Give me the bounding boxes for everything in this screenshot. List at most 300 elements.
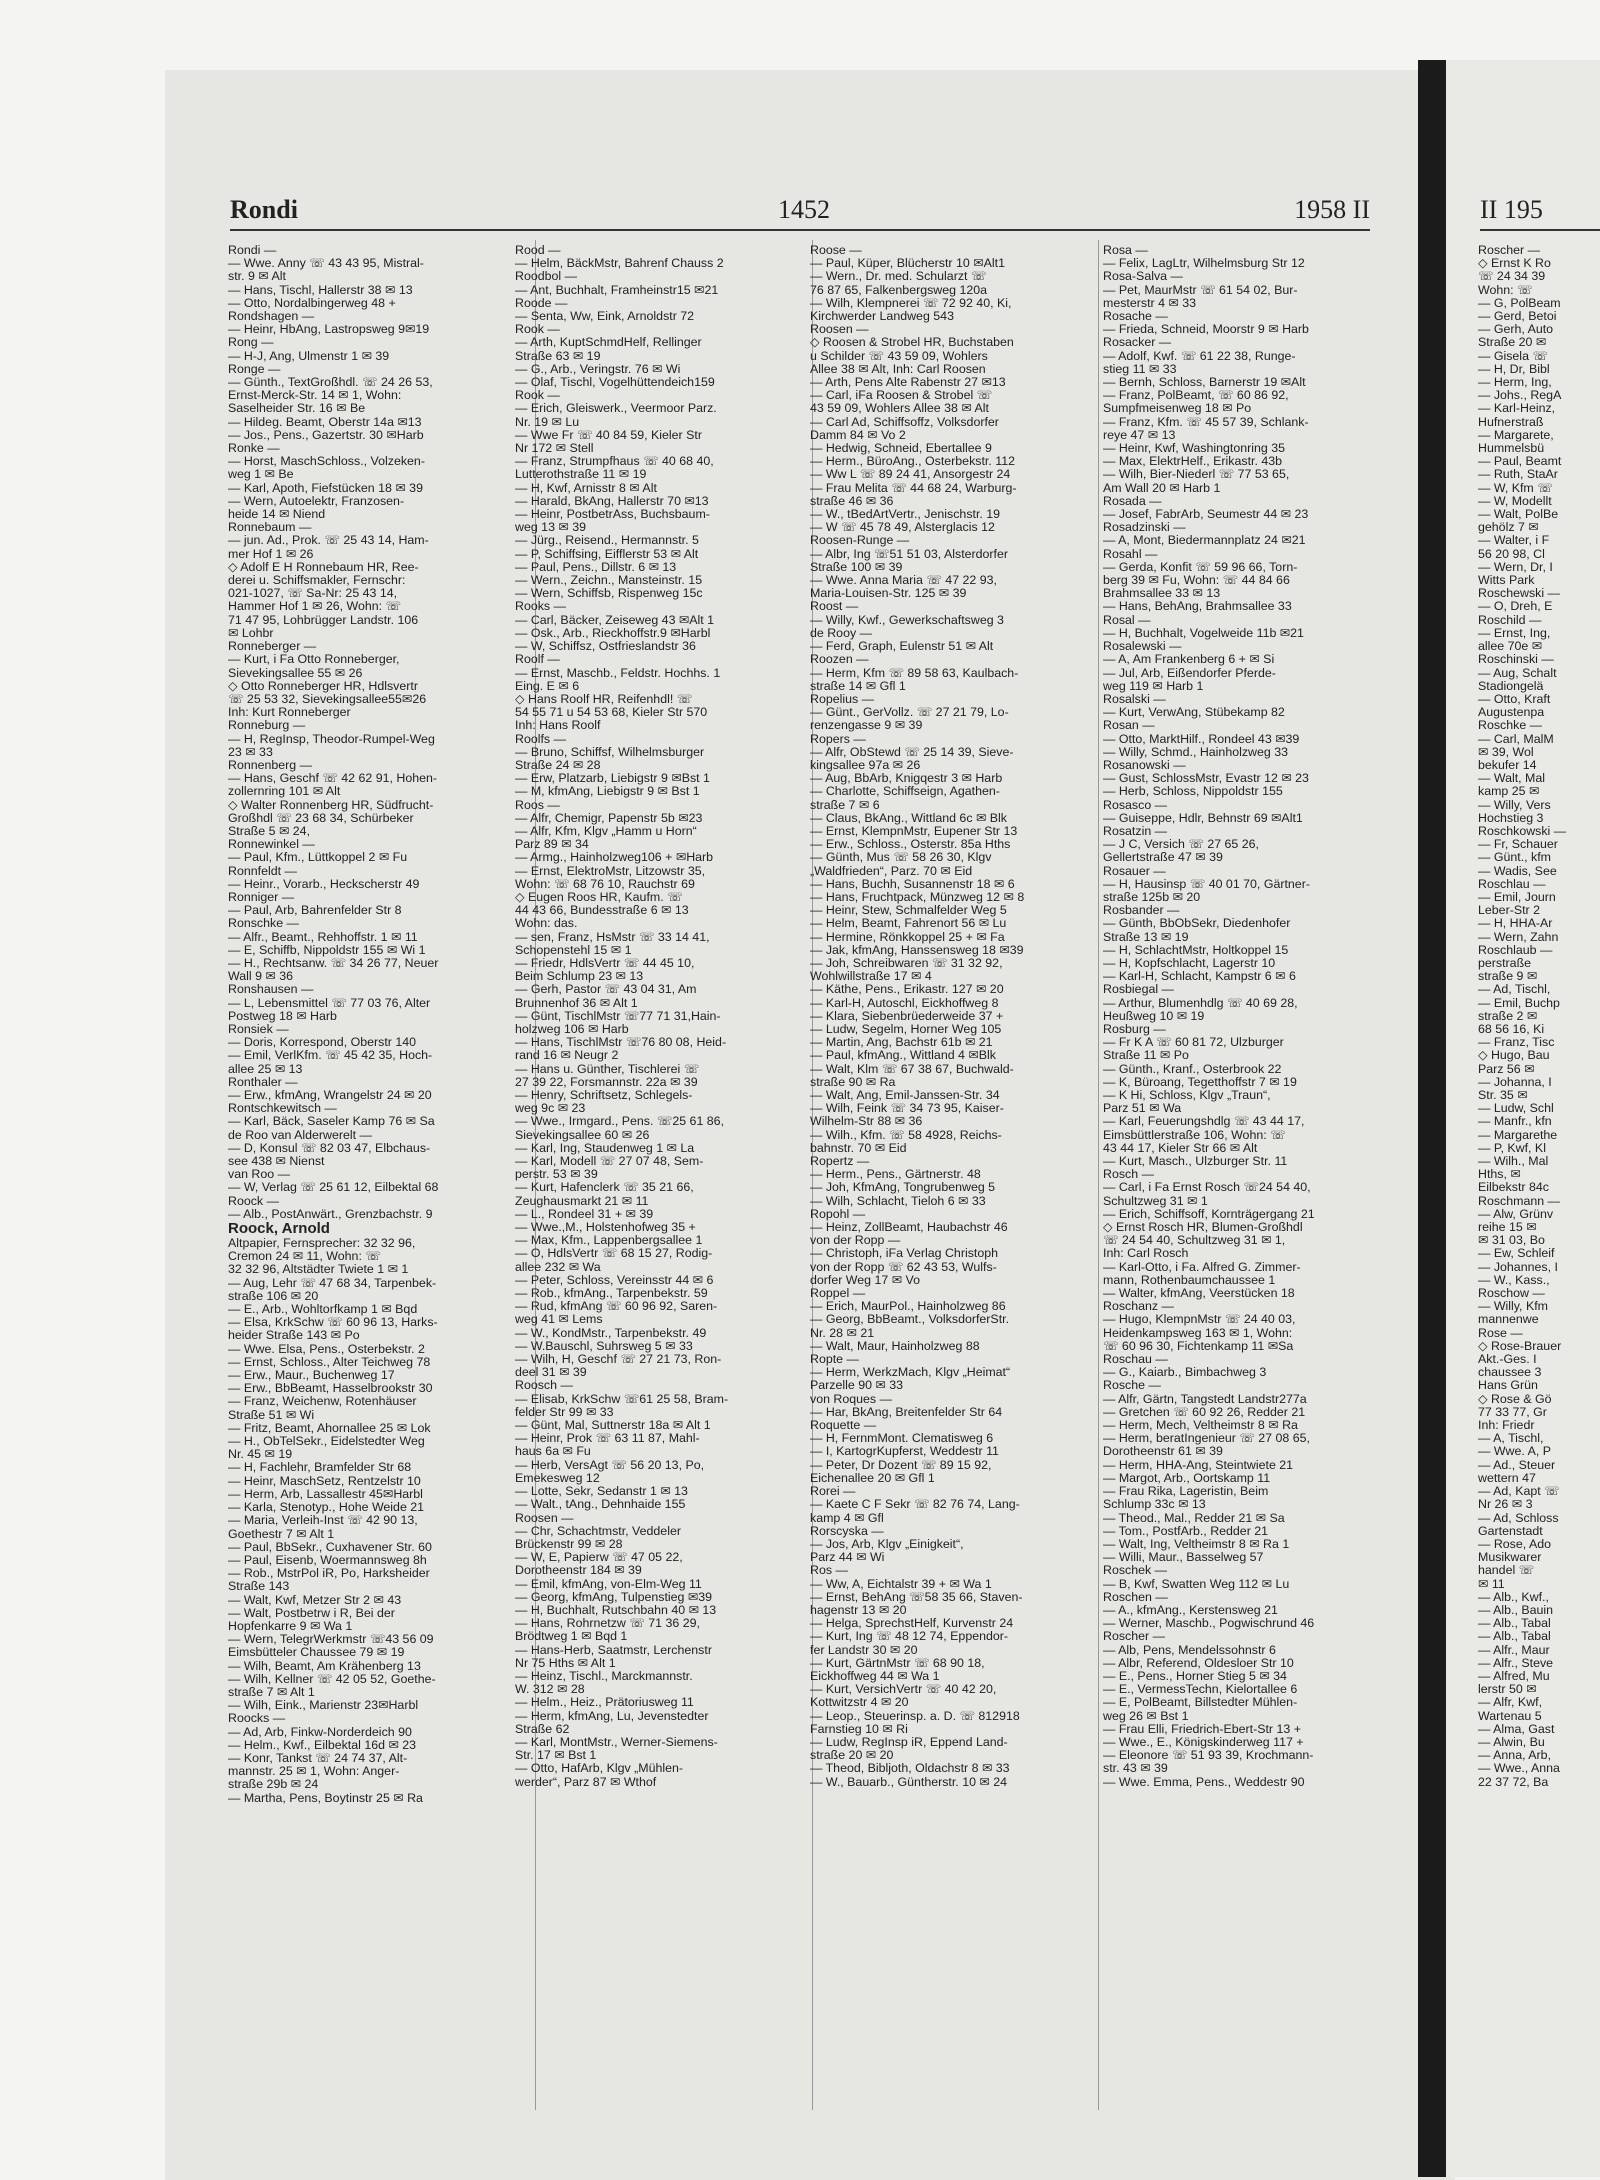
directory-entry-line: Dorotheenstr 61 ✉ 39 [1103, 1445, 1223, 1459]
directory-entry-line: — Kurt, i Fa Otto Ronneberger, [228, 653, 400, 667]
directory-entry-line: Allee 38 ✉ Alt, Inh: Carl Roosen [810, 362, 986, 376]
directory-entry-line: — Alb., Tabal [1478, 1630, 1551, 1644]
directory-entry-line: Rosadzinski — [1103, 521, 1186, 535]
directory-entry-line: — Wilh, Bier-Niederl ☏ 77 53 65, [1103, 468, 1290, 482]
directory-entry-line: — K, Büroang, Tegetthoffstr 7 ✉ 19 [1103, 1075, 1297, 1089]
directory-entry-line: — Karl, Feuerungshdlg ☏ 43 44 17, [1103, 1115, 1305, 1129]
directory-entry-line: — Jul, Arb, Eißendorfer Pferde- [1103, 666, 1276, 680]
directory-entry-line: — L., Rondeel 31 + ✉ 39 [515, 1207, 654, 1221]
directory-entry-line: Roost — [810, 600, 859, 614]
directory-entry-line: straße 46 ✉ 36 [810, 494, 894, 508]
directory-entry-line: kamp 4 ✉ Gfl [810, 1511, 884, 1525]
directory-entry-line: — Kurt, Masch., Ulzburger Str. 11 [1103, 1155, 1288, 1169]
directory-entry-line: — Maria, Verleih-Inst ☏ 42 90 13, [228, 1514, 418, 1528]
directory-entry-line: — Harald, BkAng, Hallerstr 70 ✉13 [515, 494, 709, 508]
directory-entry-line: — Wern., Dr. med. Schularzt ☏ [810, 270, 987, 284]
facing-page-header: II 195 [1480, 195, 1600, 231]
directory-entry-line: zollernring 101 ✉ Alt [228, 785, 341, 799]
directory-entry-line: ◇ Ernst Rosch HR, Blumen-Großhdl [1103, 1221, 1303, 1235]
directory-entry-line: Sievekingsallee 55 ✉ 26 [228, 666, 363, 680]
directory-entry-line: Brunnenhof 36 ✉ Alt 1 [515, 996, 638, 1010]
directory-entry-line: Eilbekstr 84c [1478, 1181, 1549, 1195]
directory-entry-line: 021-1027, ☏ Sa-Nr: 25 43 14, [228, 587, 398, 601]
directory-entry-line: — Heinr, MaschSetz, Rentzelstr 10 [228, 1474, 421, 1488]
directory-entry-line: weg 9c ✉ 23 [515, 1102, 586, 1116]
directory-entry-line: — Wilh, Kellner ☏ 42 05 52, Goethe- [228, 1672, 436, 1686]
directory-entry-line: 76 87 65, Falkenbergsweg 120a [810, 283, 988, 297]
directory-entry-line: Roschek — [1103, 1564, 1168, 1578]
directory-entry-line: straße 7 ✉ 6 [810, 798, 880, 812]
directory-entry-line: — Willi, Maur., Basselweg 57 [1103, 1551, 1264, 1565]
directory-entry-line: Ropohl — [810, 1207, 866, 1221]
directory-entry-line: — Hans, BehAng, Brahmsallee 33 [1103, 600, 1292, 614]
directory-entry-line: — Theod., Mal., Redder 21 ✉ Sa [1103, 1511, 1285, 1525]
directory-entry-line: — O, Dreh, E [1478, 600, 1553, 614]
directory-entry-line: straße 106 ✉ 20 [228, 1289, 319, 1303]
directory-entry-line: — Wwe.,M., Holstenhofweg 35 + [515, 1221, 696, 1235]
directory-entry-line: von Roques — [810, 1392, 892, 1406]
directory-entry-line: Schultzweg 31 ✉ 1 [1103, 1194, 1208, 1208]
directory-entry-line: — H, RegInsp, Theodor-Rumpel-Weg [228, 732, 435, 746]
directory-entry-line: Rorei — [810, 1485, 856, 1499]
directory-entry-line: Roschkowski — [1478, 824, 1567, 838]
directory-entry-line: Roscher — [1478, 244, 1540, 257]
directory-entry-line: chaussee 3 [1478, 1366, 1542, 1380]
directory-entry-line: — Hans u. Günther, Tischlerei ☏ [515, 1062, 700, 1076]
directory-entry-line: Altpapier, Fernsprecher: 32 32 96, [228, 1237, 416, 1251]
directory-entry-line: — Helm, BäckMstr, Bahrenf Chauss 2 [515, 257, 724, 271]
directory-entry-line: 27 39 22, Forsmannstr. 22a ✉ 39 [515, 1075, 698, 1089]
directory-entry-line: Ronniger — [228, 890, 295, 904]
directory-entry-line: — Ruth, StaAr [1478, 468, 1558, 482]
directory-entry-line: Roschlau — [1478, 877, 1546, 891]
directory-entry-line: — Günth., TextGroßhdl. ☏ 24 26 53, [228, 376, 433, 390]
directory-entry-line: — Wwe., Anna [1478, 1762, 1560, 1776]
directory-entry-line: Rosada — [1103, 494, 1162, 508]
directory-entry-line: Damm 84 ✉ Vo 2 [810, 428, 906, 442]
directory-entry-line: Leber-Str 2 [1478, 904, 1540, 918]
directory-entry-line: — Friedr, HdlsVertr ☏ 44 45 10, [515, 956, 695, 970]
directory-entry-line: — Aug, BbArb, Knigqestr 3 ✉ Harb [810, 772, 1003, 786]
directory-entry-line: Großhdl ☏ 23 68 34, Schürbeker [228, 811, 414, 825]
directory-entry-line: straße 125b ✉ 20 [1103, 890, 1201, 904]
directory-entry-line: Straße 20 ✉ [1478, 336, 1547, 350]
directory-entry-line: — Klara, Siebenbrüederweide 37 + [810, 1009, 1004, 1023]
directory-entry-line: — P, Kwf, Kl [1478, 1141, 1546, 1155]
directory-entry-line: haus 6a ✉ Fu [515, 1445, 591, 1459]
directory-entry-line: — Alb., Kwf., [1478, 1590, 1549, 1604]
directory-entry-line: Hummelsbü [1478, 442, 1545, 456]
directory-entry-line: — Walt., tAng., Dehnhaide 155 [515, 1498, 686, 1512]
directory-entry-line: — Wern, Dr, I [1478, 560, 1553, 574]
directory-entry-line: — Henry, Schriftsetz, Schlegels- [515, 1089, 693, 1102]
directory-entry-line: — G., Arb., Veringstr. 76 ✉ Wi [515, 362, 681, 376]
directory-entry-line: — Johannes, I [1478, 1260, 1558, 1274]
directory-entry-line: straße 2 ✉ [1478, 1009, 1538, 1023]
directory-entry-line: — Willy, Kwf., Gewerkschaftsweg 3 [810, 613, 1004, 627]
directory-entry-line: — Wwe. Elsa, Pens., Osterbekstr. 2 [228, 1342, 425, 1356]
directory-entry-line: — Wilh, H, Geschf ☏ 27 21 73, Ron- [515, 1353, 722, 1367]
directory-entry-line: — Ww, A, Eichtalstr 39 + ✉ Wa 1 [810, 1577, 992, 1591]
directory-entry-line: „Waldfrieden“, Parz. 70 ✉ Eid [810, 864, 973, 878]
directory-entry-line: 44 43 66, Bundesstraße 6 ✉ 13 [515, 904, 689, 918]
directory-entry-line: allee 232 ✉ Wa [515, 1260, 601, 1274]
directory-entry-line: Zeughausmarkt 21 ✉ 11 [515, 1194, 649, 1208]
directory-entry-line: — H, Buchhalt, Rutschbahn 40 ✉ 13 [515, 1603, 717, 1617]
directory-entry-line: — Frau Rika, Lageristin, Beim [1103, 1485, 1269, 1499]
directory-entry-line: Parzelle 90 ✉ 33 [810, 1379, 904, 1393]
header-keyword: Rondi [230, 195, 298, 224]
directory-entry-line: — Alfr., Beamt., Rehhoffstr. 1 ✉ 11 [228, 930, 418, 944]
directory-entry-line: derei u. Schiffsmakler, Fernschr: [228, 574, 406, 588]
directory-entry-line: — Ew, Schleif [1478, 1247, 1555, 1261]
directory-entry-line: Straße 13 ✉ 19 [1103, 930, 1189, 944]
directory-entry-line: — D, Konsul ☏ 82 03 47, Elbchaus- [228, 1141, 431, 1155]
directory-entry-line: — Walt, Klm ☏ 67 38 67, Buchwald- [810, 1062, 1014, 1076]
directory-entry-line: — Karl, MontMstr., Werner-Siemens- [515, 1735, 718, 1749]
directory-entry-line: — Werner, Maschb., Pogwischrund 46 [1103, 1617, 1315, 1631]
directory-entry-line: — Leop., Steuerinsp. a. D. ☏ 812918 [810, 1709, 1020, 1723]
directory-entry-line: — Helga, SprechstHelf, Kurvenstr 24 [810, 1617, 1014, 1631]
directory-entry-line: ☏ 60 96 30, Fichtenkamp 11 ✉Sa [1103, 1339, 1294, 1353]
directory-entry-line: Eimsbüttlerstraße 106, Wohn: ☏ [1103, 1128, 1286, 1142]
directory-entry-line: — Josef, FabrArb, Seumestr 44 ✉ 23 [1103, 508, 1309, 522]
directory-entry-line: — E, Schiffb, Nippoldstr 155 ✉ Wi 1 [228, 943, 426, 957]
directory-entry-line: Farnstieg 10 ✉ Ri [810, 1722, 908, 1736]
directory-entry-line: — Frau Elli, Friedrich-Ebert-Str 13 + [1103, 1722, 1301, 1736]
directory-entry-line: — Arth, Pens Alte Rabenstr 27 ✉13 [810, 376, 1006, 390]
directory-entry-line: Dorotheenstr 184 ✉ 39 [515, 1564, 642, 1578]
directory-entry-line: Rorscyska — [810, 1524, 884, 1538]
directory-entry-line: straße 29b ✉ 24 [228, 1778, 319, 1792]
directory-entry-line: Rosasco — [1103, 798, 1168, 812]
directory-entry-line: — B, Kwf, Swatten Weg 112 ✉ Lu [1103, 1577, 1290, 1591]
directory-entry-line: fer Landstr 30 ✉ 20 [810, 1643, 918, 1657]
directory-entry-line: Inh: Hans Roolf [515, 719, 601, 733]
directory-entry-line: Am Wall 20 ✉ Harb 1 [1103, 481, 1221, 495]
directory-entry-line: — Heinr, PostbetrAss, Buchsbaum- [515, 508, 710, 522]
directory-entry-line: ◇ Walter Ronnenberg HR, Südfrucht- [228, 798, 434, 812]
directory-entry-line: — Günt, Mal, Suttnerstr 18a ✉ Alt 1 [515, 1419, 711, 1433]
directory-entry-line: — W, Schiffsz, Ostfrieslandstr 36 [515, 640, 696, 654]
directory-column-1 [228, 244, 516, 1805]
directory-entry-line: 32 32 96, Altstädter Twiete 1 ✉ 1 [228, 1263, 409, 1277]
directory-entry-line: straße 9 ✉ [1478, 970, 1538, 984]
directory-entry-line: — Wern, Autoelektr, Franzosen- [228, 494, 405, 508]
directory-entry-line: kamp 25 ✉ [1478, 785, 1540, 799]
directory-entry-line: — Herm, beratIngenieur ☏ 27 08 65, [1103, 1432, 1310, 1446]
directory-entry-line: — Karl-Heinz, [1478, 402, 1556, 416]
directory-entry-line: Roosen — [810, 323, 869, 337]
directory-entry-line: — Peter, Schloss, Vereinsstr 44 ✉ 6 [515, 1273, 714, 1287]
directory-entry-line: — Margarete, [1478, 428, 1554, 442]
directory-entry-line: Roscher — [1103, 1630, 1165, 1644]
directory-entry-line: — H, Hausinsp ☏ 40 01 70, Gärtner- [1103, 877, 1310, 891]
directory-entry-line: Wohlwillstraße 17 ✉ 4 [810, 970, 932, 984]
directory-entry-line: — Erw., BbBeamt, Hasselbrookstr 30 [228, 1382, 433, 1396]
directory-entry-line: werder“, Parz 87 ✉ Wthof [515, 1775, 657, 1789]
directory-entry-line: — Carl, i Fa Ernst Rosch ☏24 54 40, [1103, 1181, 1311, 1195]
directory-entry-line: — Albr, Referend, Oldesloer Str 10 [1103, 1656, 1294, 1670]
directory-entry-line: Wohn: ☏ 68 76 10, Rauchstr 69 [515, 877, 695, 891]
directory-entry-line: — Karl, Bäck, Saseler Kamp 76 ✉ Sa [228, 1115, 435, 1129]
directory-entry-line: Saselheider Str. 16 ✉ Be [228, 402, 366, 416]
directory-entry-line: — Karla, Stenotyp., Hohe Weide 21 [228, 1501, 425, 1515]
directory-entry-line: Roozen — [810, 653, 869, 667]
directory-column-2 [515, 244, 803, 1789]
directory-entry-line: — Jak, kfmAng, Hanssensweg 18 ✉39 [810, 943, 1024, 957]
directory-entry-line: — Karl-Otto, i Fa. Alfred G. Zimmer- [1103, 1260, 1301, 1274]
directory-entry-line: — Herm, HHA-Ang, Steintwiete 21 [1103, 1458, 1294, 1472]
directory-entry-line: — Hans, TischlMstr ☏76 80 08, Heid- [515, 1036, 727, 1050]
directory-entry-line: hagenstr 13 ✉ 20 [810, 1603, 907, 1617]
directory-column-4 [1103, 244, 1391, 1789]
directory-entry-line: — Wilh, Beamt, Am Krähenberg 13 [228, 1659, 421, 1673]
directory-entry-line: Ronge — [228, 362, 281, 376]
directory-entry-line: Roschewski — [1478, 587, 1560, 601]
directory-entry-line: — Kurt, GärtnMstr ☏ 68 90 18, [810, 1656, 985, 1670]
directory-entry-line: Wartenau 5 [1478, 1709, 1542, 1723]
directory-entry-line: Ronneburg — [228, 719, 306, 733]
directory-entry-line: — Anna, Arb, [1478, 1749, 1552, 1763]
directory-entry-line: Ronschke — [228, 917, 299, 931]
directory-entry-line: — Har, BkAng, Breitenfelder Str 64 [810, 1405, 1003, 1419]
directory-entry-line: — Hans, Geschf ☏ 42 62 91, Hohen- [228, 772, 438, 786]
directory-entry-line: — Jürg., Reisend., Hermannstr. 5 [515, 534, 699, 548]
column-rule [1098, 240, 1099, 2110]
directory-entry-line: — Erw, Platzarb, Liebigstr 9 ✉Bst 1 [515, 772, 710, 786]
directory-entry-line: Ronnewinkel — [228, 838, 315, 852]
directory-entry-line: Nr. 19 ✉ Lu [515, 415, 580, 429]
directory-entry-line: — Günth, BbObSekr, Diedenhofer [1103, 917, 1291, 931]
directory-entry-line: straße 14 ✉ Gfl 1 [810, 679, 906, 693]
directory-entry-line: Parz 89 ✉ 34 [515, 838, 589, 852]
directory-entry-line: — Chr, Schachtmstr, Veddeler [515, 1524, 681, 1538]
directory-entry-line: — H, SchlachtMstr, Holtkoppel 15 [1103, 943, 1289, 957]
directory-entry-line: — Ad, Kapt ☏ [1478, 1485, 1560, 1499]
directory-entry-line: Rosache — [1103, 310, 1168, 324]
directory-entry-line: — Margarethe [1478, 1128, 1558, 1142]
directory-entry-line: — Carl Ad, Schiffsoffz, Volksdorfer [810, 415, 999, 429]
directory-entry-line: ☏ 24 34 39 [1478, 270, 1546, 284]
directory-entry-line: — Günt., GerVollz. ☏ 27 21 79, Lo- [810, 706, 1009, 720]
directory-entry-line: Inh: Kurt Ronneberger [228, 706, 351, 720]
directory-entry-line: — Wwe., Irmgard., Pens. ☏25 61 86, [515, 1115, 725, 1129]
directory-entry-line: Rosanowski — [1103, 758, 1186, 772]
directory-entry-line: — Helm., Heiz., Prätoriusweg 11 [515, 1696, 694, 1710]
directory-entry-line: Rosacker — [1103, 336, 1172, 350]
directory-entry-line: — M, kfmAng, Liebigstr 9 ✉ Bst 1 [515, 785, 700, 799]
directory-entry-line: — Alma, Gast [1478, 1722, 1555, 1736]
directory-entry-line: Witts Park [1478, 574, 1535, 588]
directory-entry-line: weg 26 ✉ Bst 1 [1103, 1709, 1189, 1723]
directory-entry-line: — H, Kopfschlacht, Lagerstr 10 [1103, 956, 1276, 970]
directory-entry-line: Straße 11 ✉ Po [1103, 1049, 1189, 1063]
directory-entry-line: — Erw., kfmAng, Wrangelstr 24 ✉ 20 [228, 1089, 432, 1102]
directory-entry-line: — Charlotte, Schiffseign, Agathen- [810, 785, 1000, 799]
directory-entry-line: weg 1 ✉ Be [228, 468, 294, 482]
directory-entry-line: 43 44 17, Kieler Str 66 ✉ Alt [1103, 1141, 1258, 1155]
directory-entry-line: — Christoph, iFa Verlag Christoph [810, 1247, 999, 1261]
directory-entry-line: Lutterothstraße 11 ✉ 19 [515, 468, 647, 482]
directory-entry-line: — Helm., Kwf., Eilbektal 16d ✉ 23 [228, 1738, 417, 1752]
directory-entry-line: — Joh, Schreibwaren ☏ 31 32 92, [810, 956, 1003, 970]
directory-entry-line: — W., tBedArtVertr., Jenischstr. 19 [810, 508, 1001, 522]
directory-entry-line: 22 37 72, Ba [1478, 1775, 1549, 1789]
directory-entry-line: Roschmann — [1478, 1194, 1560, 1208]
directory-entry-line: — Ww L ☏ 89 24 41, Ansorgestr 24 [810, 468, 1011, 482]
directory-entry-line: Ronshausen — [228, 983, 314, 997]
directory-entry-line: — Franz, Weichenw, Rotenhäuser [228, 1395, 417, 1409]
directory-entry-line: — Osk., Arb., Rieckhoffstr.9 ✉Harbl [515, 626, 711, 640]
directory-entry-line: — Paul, BbSekr., Cuxhavener Str. 60 [228, 1540, 432, 1554]
directory-entry-line: straße 20 ✉ 20 [810, 1749, 894, 1763]
directory-entry-line: — Gerh, Pastor ☏ 43 04 31, Am [515, 983, 697, 997]
directory-entry-line: — Ernst, Schloss., Alter Teichweg 78 [228, 1355, 431, 1369]
directory-entry-line: — I, KartogrKupferst, Weddestr 11 [810, 1445, 999, 1459]
directory-entry-line: Roppel — [810, 1287, 866, 1301]
directory-entry-line: — Paul, Küper, Blücherstr 10 ✉Alt1 [810, 257, 1005, 271]
directory-entry-line: — Wern, TelegrWerkmstr ☏43 56 09 [228, 1633, 434, 1647]
directory-entry-line: — Hildeg. Beamt, Oberstr 14a ✉13 [228, 415, 422, 429]
directory-entry-line: — Otto, HafArb, Klgv „Mühlen- [515, 1762, 684, 1776]
directory-entry-line: — E., Arb., Wohltorfkamp 1 ✉ Bqd [228, 1303, 418, 1317]
directory-entry-line: ◇ Eugen Roos HR, Kaufm. ☏ [515, 890, 683, 904]
directory-entry-line: — Ernst, BehAng ☏58 35 66, Staven- [810, 1590, 1023, 1604]
directory-entry-line: — G., Kaiarb., Bimbachweg 3 [1103, 1366, 1267, 1380]
directory-entry-line: — Herm, kfmAng, Lu, Jevenstedter [515, 1709, 709, 1723]
directory-entry-line: — H, Fachlehr, Bramfelder Str 68 [228, 1461, 412, 1475]
directory-entry-line: — Wilh., Kfm. ☏ 58 4928, Reichs- [810, 1128, 1002, 1142]
directory-entry-line: perstraße [1478, 956, 1532, 970]
directory-entry-line: — Johanna, I [1478, 1075, 1552, 1089]
directory-entry-line: — Heinr, HbAng, Lastropsweg 9✉19 [228, 323, 430, 337]
directory-entry-line: — Frieda, Schneid, Moorstr 9 ✉ Harb [1103, 323, 1309, 337]
directory-entry-line: Wohn: ☏ [1478, 283, 1533, 297]
directory-entry-line: — Erw., Schloss., Osterstr. 85a Hths [810, 838, 1011, 852]
directory-entry-line: — Arth, KuptSchmdHelf, Rellinger [515, 336, 702, 350]
directory-entry-line: — H-J, Ang, Ulmenstr 1 ✉ 39 [228, 349, 390, 363]
directory-entry-line: — Wilh, Klempnerei ☏ 72 92 40, Ki, [810, 296, 1012, 310]
directory-entry-line: Wohn: das. [515, 917, 578, 931]
directory-entry-line: — Alfr., Steve [1478, 1656, 1554, 1670]
directory-entry-line: — Peter, Dr Dozent ☏ 89 15 92, [810, 1458, 992, 1472]
directory-entry-line: — Wilh., Mal [1478, 1155, 1549, 1169]
directory-entry-line: — Jos, Arb, Klgv „Einigkeit“, [810, 1537, 964, 1551]
directory-entry-line: — Erich, Schiffsoff, Kornträgergang 21 [1103, 1207, 1315, 1221]
directory-entry-line: straße 90 ✉ Ra [810, 1075, 896, 1089]
directory-entry-line: — Karl-H, Schlacht, Kampstr 6 ✉ 6 [1103, 970, 1296, 984]
directory-entry-line: Ros — [810, 1564, 848, 1578]
directory-entry-line: 54 55 71 u 54 53 68, Kieler Str 570 [515, 706, 708, 720]
directory-entry-line: — Ernst, KlempnMstr, Eupener Str 13 [810, 824, 1018, 838]
directory-entry-line: — Walt, Kwf, Metzer Str 2 ✉ 43 [228, 1593, 402, 1607]
directory-entry-line: — Walt, PolBe [1478, 508, 1559, 522]
directory-entry-line: weg 41 ✉ Lems [515, 1313, 603, 1327]
directory-entry-line: Brahmsallee 33 ✉ 13 [1103, 587, 1221, 601]
directory-entry-line: — Herm, Mech, Veltheimstr 8 ✉ Ra [1103, 1419, 1298, 1433]
directory-entry-line: — W.Bauschl, Suhrsweg 5 ✉ 33 [515, 1339, 693, 1353]
directory-entry-line: Roosen-Runge — [810, 534, 910, 548]
directory-entry-line: — Walt, Mal [1478, 772, 1546, 786]
directory-entry-line: heider Straße 143 ✉ Po [228, 1329, 360, 1343]
directory-entry-line: — Wwe. Anny ☏ 43 43 95, Mistral- [228, 257, 424, 271]
directory-entry-line: van Roo — [228, 1168, 290, 1182]
directory-entry-line: — Margot, Arb., Oortskamp 11 [1103, 1471, 1271, 1485]
directory-entry-line: ◇ Ernst K Ro [1478, 257, 1551, 271]
directory-column-3 [810, 244, 1098, 1789]
directory-entry-line: holzweg 106 ✉ Harb [515, 1022, 629, 1036]
directory-entry-line: Straße 63 ✉ 19 [515, 349, 601, 363]
directory-entry-line: — Otto, MarktHilf., Rondeel 43 ✉39 [1103, 732, 1300, 746]
directory-entry-line: — Paul, Beamt [1478, 455, 1562, 469]
directory-entry-line: Inh: Friedr [1478, 1419, 1535, 1433]
directory-entry-line: Str. 17 ✉ Bst 1 [515, 1749, 597, 1763]
directory-entry-line: Hans Grün [1478, 1379, 1538, 1393]
directory-entry-line: Rosauer — [1103, 864, 1166, 878]
directory-entry-line: ◇ Roosen & Strobel HR, Buchstaben [810, 336, 1014, 350]
directory-entry-line: — Alb., Bauin [1478, 1603, 1554, 1617]
directory-entry-line: Roodbol — [515, 270, 577, 284]
directory-entry-line: Heußweg 10 ✉ 19 [1103, 1009, 1205, 1023]
directory-entry-line: Roock — [228, 1194, 279, 1208]
directory-entry-line: wettern 47 [1478, 1471, 1536, 1485]
directory-entry-line: Straße 51 ✉ Wi [228, 1408, 315, 1422]
directory-entry-line: — jun. Ad., Prok. ☏ 25 43 14, Ham- [228, 534, 429, 548]
directory-entry-line: 23 ✉ 33 [228, 745, 273, 759]
directory-entry-line: — Ant, Buchhalt, Framheinstr15 ✉21 [515, 283, 719, 297]
directory-entry-line: — H, HHA-Ar [1478, 917, 1553, 931]
directory-entry-line: renzengasse 9 ✉ 39 [810, 719, 923, 733]
directory-entry-line: de Rooy — [810, 626, 872, 640]
directory-entry-line: Rosatzin — [1103, 824, 1168, 838]
directory-entry-line: — Wwe. Emma, Pens., Weddestr 90 [1103, 1775, 1305, 1789]
directory-entry-line: Eimsbütteler Chaussee 79 ✉ 19 [228, 1646, 405, 1660]
directory-entry-line: — Alb., Tabal [1478, 1617, 1551, 1631]
directory-entry-line: gehölz 7 ✉ [1478, 521, 1539, 535]
facing-page-column [1478, 244, 1598, 1789]
directory-entry-line: — Paul, Kfm., Lüttkoppel 2 ✉ Fu [228, 851, 408, 865]
directory-entry-line: Stadiongelä [1478, 679, 1544, 693]
directory-entry-line: Rosalski — [1103, 692, 1166, 706]
directory-entry-line: Ronneberger — [228, 640, 317, 654]
directory-entry-line: — Alfr, Chemigr, Papenstr 5b ✉23 [515, 811, 703, 825]
directory-entry-line: Cremon 24 ✉ 11, Wohn: ☏ [228, 1250, 381, 1264]
directory-entry-line: Rontschkewitsch — [228, 1102, 337, 1116]
directory-entry-line: — Claus, BkAng., Wittland 6c ✉ Blk [810, 811, 1007, 825]
directory-entry-line: — H, Buchhalt, Vogelweide 11b ✉21 [1103, 626, 1304, 640]
directory-entry-line: — Hans, Rohrnetzw ☏ 71 36 29, [515, 1617, 700, 1631]
directory-entry-line: — Alfr, Kwf, [1478, 1696, 1543, 1710]
directory-entry-line: 71 47 95, Lohbrügger Landstr. 106 [228, 613, 419, 627]
directory-entry-line: — Max, Kfm., Lappenbergsallee 1 [515, 1234, 703, 1248]
directory-entry-line: Ropte — [810, 1353, 859, 1367]
directory-entry-line: — Paul, Pens., Dillstr. 6 ✉ 13 [515, 560, 677, 574]
directory-entry-line: — Fr K A ☏ 60 81 72, Ulzburger [1103, 1036, 1284, 1050]
directory-entry-line: — Karl, Ing, Staudenweg 1 ✉ La [515, 1141, 695, 1155]
directory-entry-line: — Hedwig, Schneid, Ebertallee 9 [810, 442, 992, 456]
directory-entry-line: Gellertstraße 47 ✉ 39 [1103, 851, 1223, 865]
book-gutter [1418, 60, 1446, 2177]
directory-entry-line: Nr. 28 ✉ 21 [810, 1326, 875, 1340]
directory-entry-line: — K Hi, Schloss, Klgv „Traun“, [1103, 1089, 1271, 1102]
directory-entry-line: Roos — [515, 798, 560, 812]
directory-entry-line: — Guiseppe, Hdlr, Behnstr 69 ✉Alt1 [1103, 811, 1303, 825]
directory-entry-line: — Martha, Pens, Boytinstr 25 ✉ Ra [228, 1791, 423, 1805]
directory-entry-line: — W, Kfm ☏ [1478, 481, 1553, 495]
directory-entry-line: Roock, Arnold [228, 1221, 330, 1238]
directory-entry-line: Schlump 33c ✉ 13 [1103, 1498, 1206, 1512]
